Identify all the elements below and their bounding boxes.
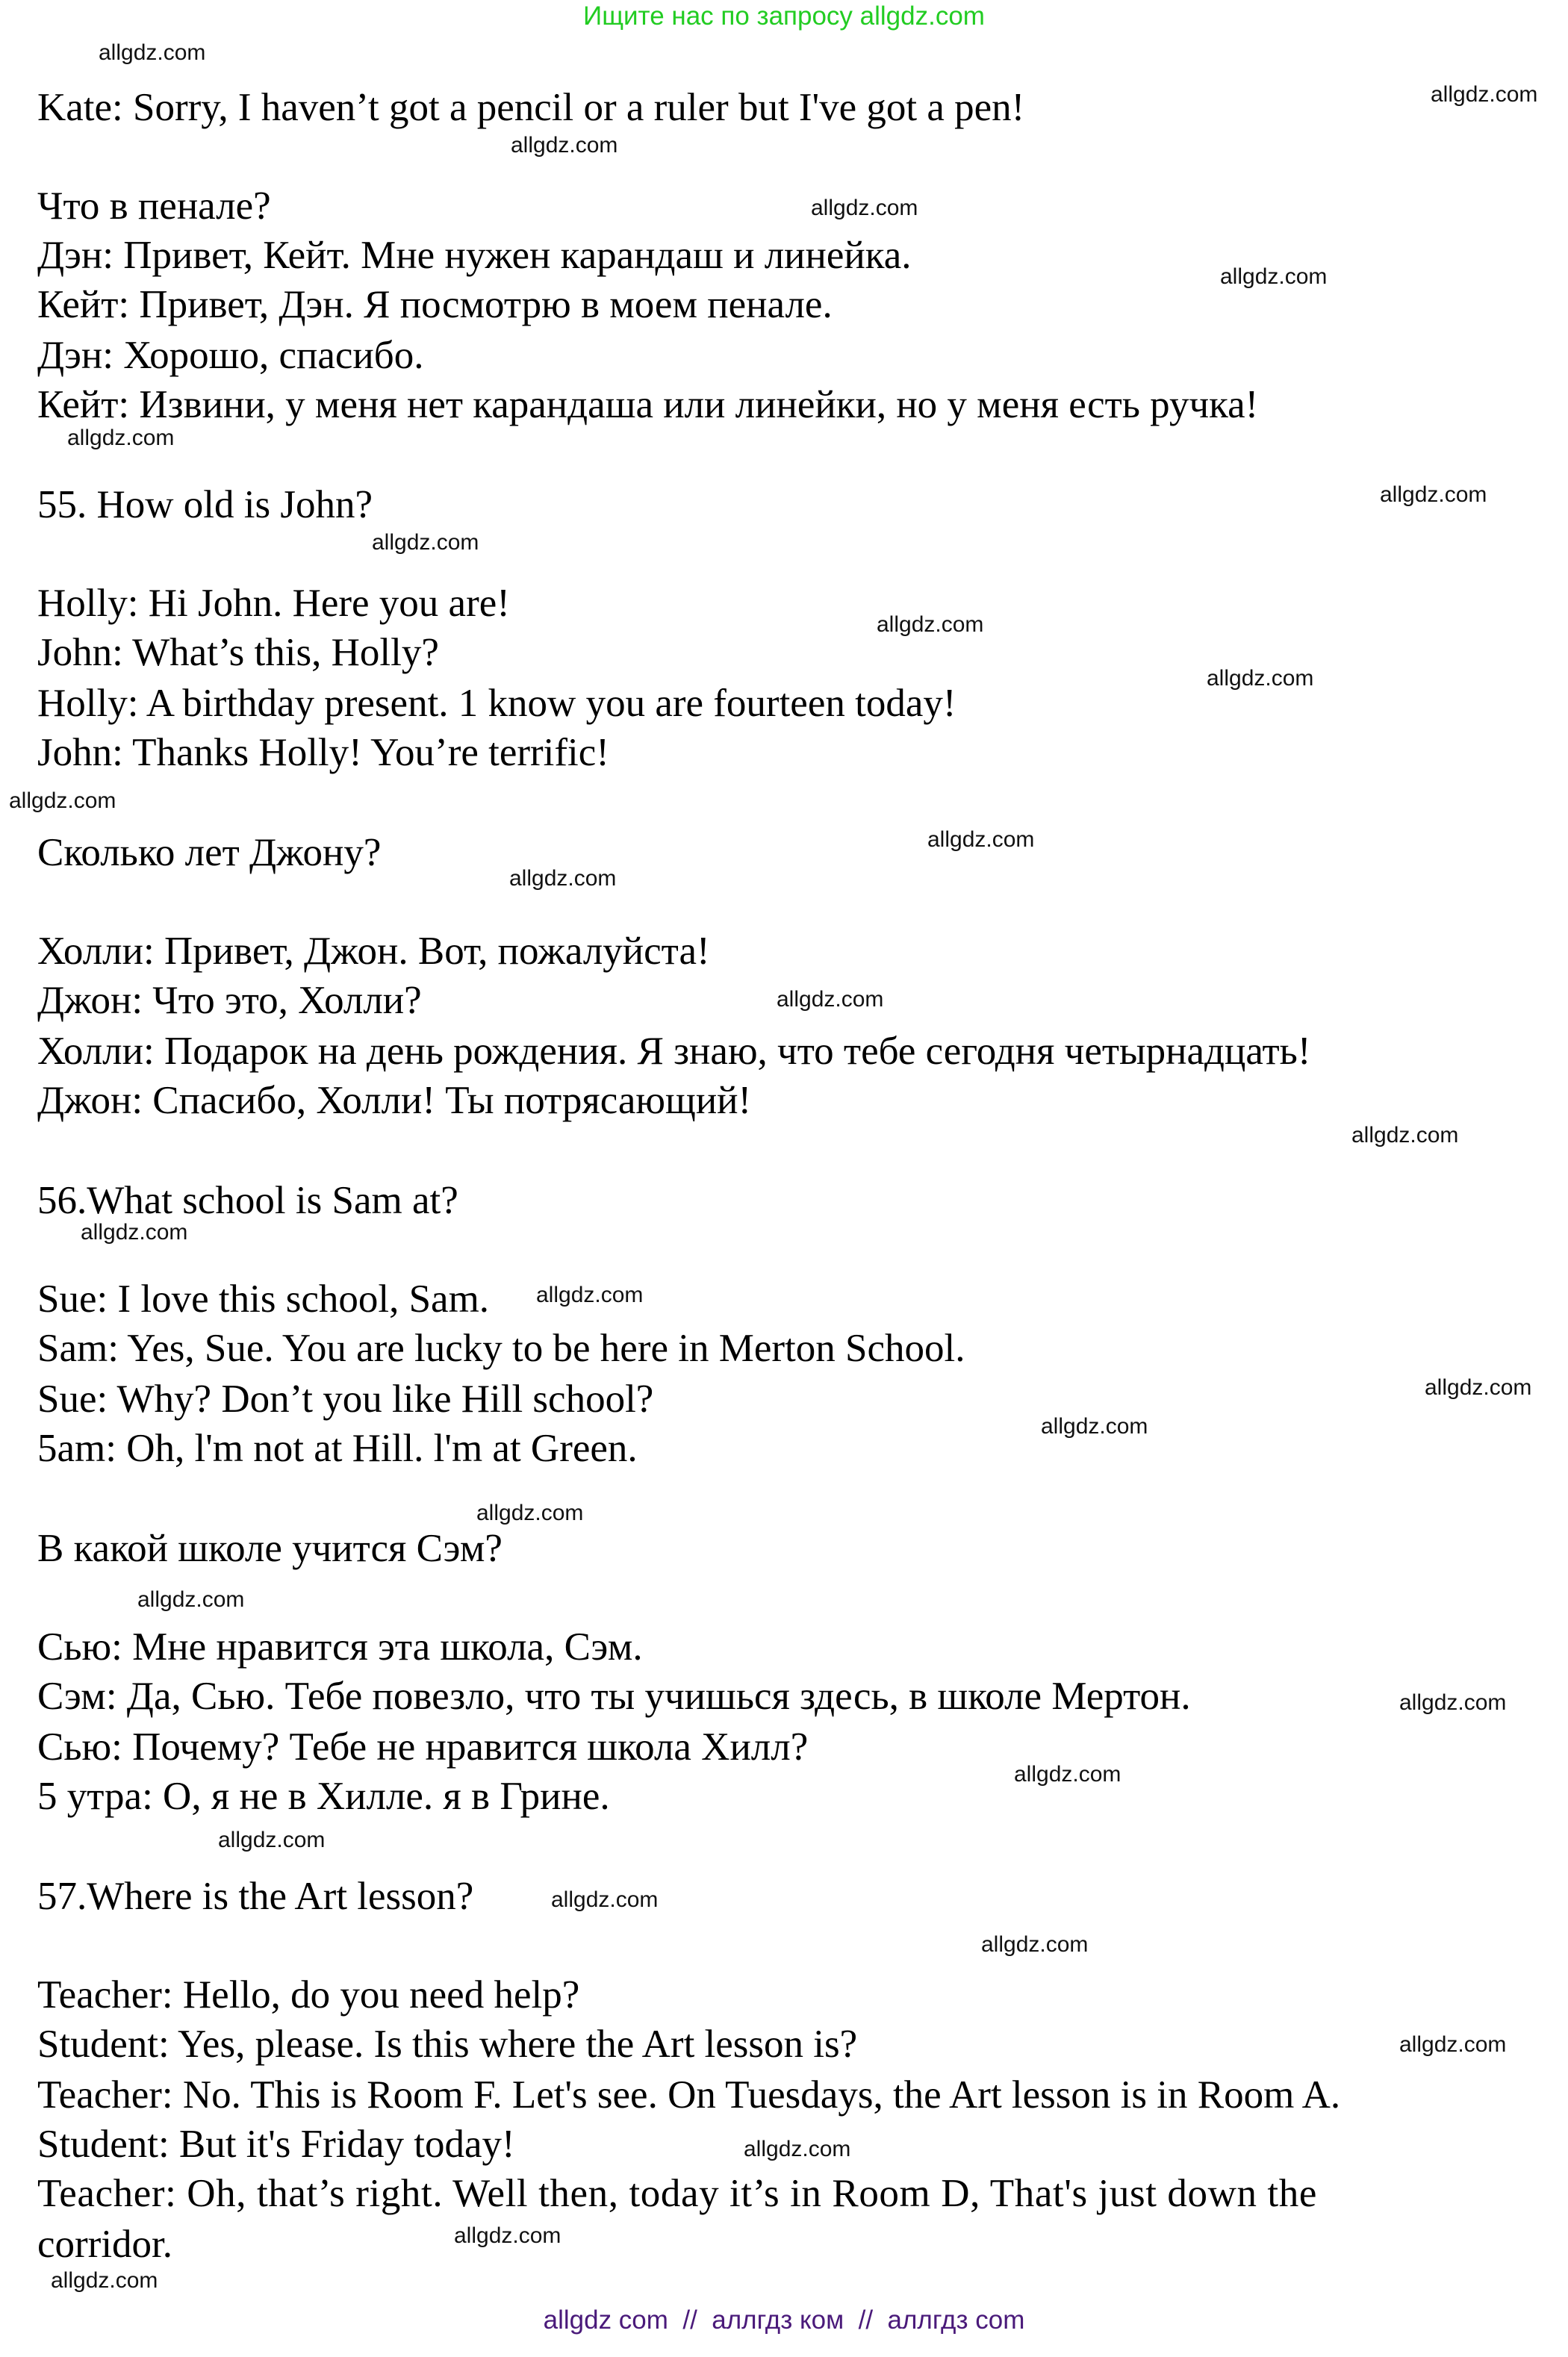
dialogue-line: Holly: Hi John. Here you are! [37,582,510,625]
section-title: Что в пенале? [37,184,271,228]
watermark: allgdz.com [877,612,984,637]
dialogue-line: Teacher: No. This is Room F. Let's see. On Tuesdays, the Art lesson is in Room A. [37,2073,1341,2117]
watermark: allgdz.com [927,827,1035,852]
watermark: allgdz.com [1014,1762,1121,1787]
dialogue-line: Sam: Yes, Sue. You are lucky to be here in Merton School. [37,1327,965,1370]
dialogue-line: Сью: Мне нравится эта школа, Сэм. [37,1625,643,1669]
watermark: allgdz.com [51,2268,158,2293]
watermark: allgdz.com [67,426,175,450]
watermark: allgdz.com [1220,264,1328,289]
dialogue-line: John: Thanks Holly! You’re terrific! [37,731,609,774]
watermark: allgdz.com [1431,82,1538,107]
dialogue-line: John: What’s this, Holly? [37,631,439,674]
watermark: allgdz.com [476,1501,584,1525]
dialogue-line: Джон: Спасибо, Холли! Ты потрясающий! [37,1079,752,1122]
dialogue-line: Сэм: Да, Сью. Тебе повезло, что ты учишься здесь, в школе Мертон. [37,1675,1191,1718]
dialogue-line: Кейт: Извини, у меня нет карандаша или линейки, но у меня есть ручка! [37,383,1259,426]
dialogue-line: Кейт: Привет, Дэн. Я посмотрю в моем пенале. [37,283,833,326]
dialogue-line: 5am: Oh, l'm not at Hill. l'm at Green. [37,1427,638,1470]
watermark: allgdz.com [137,1587,245,1612]
watermark: allgdz.com [1425,1375,1532,1400]
watermark: allgdz.com [372,530,479,555]
dialogue-line: Holly: A birthday present. 1 know you are fourteen today! [37,682,956,725]
footer-banner: allgdz com // аллгдз ком // аллгдз com [543,2305,1025,2335]
dialogue-line: Сью: Почему? Тебе не нравится школа Хилл? [37,1725,809,1769]
watermark: allgdz.com [744,2137,851,2161]
watermark: allgdz.com [511,133,618,158]
dialogue-line: Teacher: Oh, that’s right. Well then, today it’s in Room D, That's just down the [37,2172,1317,2215]
watermark: allgdz.com [99,40,206,65]
watermark: allgdz.com [1207,666,1314,691]
watermark: allgdz.com [454,2223,561,2248]
watermark: allgdz.com [9,788,116,813]
dialogue-line: Sue: Why? Don’t you like Hill school? [37,1377,654,1421]
search-banner: Ищите нас по запросу allgdz.com [583,1,985,31]
section-title: 56.What school is Sam at? [37,1179,458,1222]
watermark: allgdz.com [811,196,918,220]
dialogue-line: Teacher: Hello, do you need help? [37,1973,580,2017]
dialogue-line: Холли: Привет, Джон. Вот, пожалуйста! [37,930,710,973]
dialogue-line: 5 утра: О, я не в Хилле. я в Грине. [37,1775,610,1818]
watermark: allgdz.com [1399,1690,1507,1715]
watermark: allgdz.com [777,987,884,1012]
watermark: allgdz.com [1041,1414,1148,1439]
dialogue-line: Student: Yes, please. Is this where the Art lesson is? [37,2023,858,2066]
dialogue-line: Холли: Подарок на день рождения. Я знаю, что тебе сегодня четырнадцать! [37,1030,1311,1073]
dialogue-line: Kate: Sorry, I haven’t got a pencil or a ruler but I've got a pen! [37,86,1025,129]
watermark: allgdz.com [551,1887,659,1912]
section-title: 57.Where is the Art lesson? [37,1875,474,1918]
watermark: allgdz.com [1399,2032,1507,2057]
watermark: allgdz.com [218,1828,326,1852]
watermark: allgdz.com [509,866,617,891]
dialogue-line: Student: But it's Friday today! [37,2123,515,2166]
watermark: allgdz.com [81,1220,188,1245]
dialogue-line: Дэн: Хорошо, спасибо. [37,334,424,377]
dialogue-line: Дэн: Привет, Кейт. Мне нужен карандаш и линейка. [37,234,912,277]
watermark: allgdz.com [1380,482,1487,507]
dialogue-line: corridor. [37,2223,173,2266]
watermark: allgdz.com [536,1283,644,1307]
section-title: 55. How old is John? [37,483,373,526]
section-title: В какой школе учится Сэм? [37,1527,503,1570]
watermark: allgdz.com [1351,1123,1459,1148]
section-title: Сколько лет Джону? [37,831,382,874]
dialogue-line: Sue: I love this school, Sam. [37,1277,490,1321]
watermark: allgdz.com [981,1932,1089,1957]
dialogue-line: Джон: Что это, Холли? [37,979,422,1022]
